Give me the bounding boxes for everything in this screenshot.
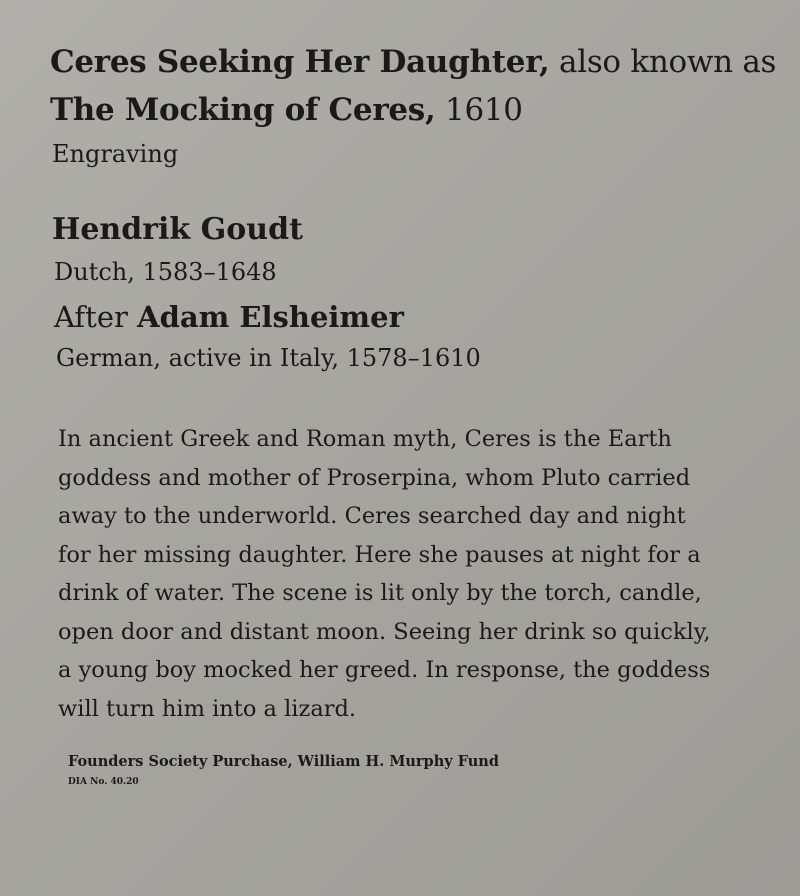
description-text (58, 420, 758, 728)
credit-line: Founders Society Purchase, William H. Murphy Fund (68, 753, 499, 770)
artwork-medium: Engraving (52, 140, 179, 168)
artwork-year: 1610 (445, 92, 523, 128)
description-line: a young boy mocked her greed. In response, the goddess (58, 657, 711, 683)
alt-title-line (50, 90, 523, 130)
accession-number: DIA No. 40.20 (68, 777, 139, 787)
description-line: In ancient Greek and Roman myth, Ceres is the Earth (58, 426, 672, 452)
alt-title: The Mocking of Ceres, (50, 92, 436, 128)
after-artist-nationality: German, active in Italy, 1578–1610 (56, 344, 481, 372)
description-line: will turn him into a lizard. (58, 695, 357, 722)
artwork-title: Ceres Seeking Her Daughter, (50, 44, 550, 80)
description-line: drink of water. The scene is lit only by the torch, candle, (58, 580, 702, 606)
artist-name: Hendrik Goudt (52, 212, 303, 247)
artwork-title-line (50, 42, 776, 82)
description-line: open door and distant moon. Seeing her drink so quickly, (58, 618, 711, 645)
aka-prefix: also known as (559, 44, 777, 80)
artist-nationality: Dutch, 1583–1648 (54, 258, 277, 286)
after-artist-name: Adam Elsheimer (137, 300, 404, 334)
description-line: for her missing daughter. Here she pauses at night for a (58, 541, 701, 568)
after-artist-line (54, 298, 404, 336)
after-prefix: After (54, 300, 128, 334)
description-line: goddess and mother of Proserpina, whom Pluto carried (58, 464, 691, 491)
description-line: away to the underworld. Ceres searched day and night (58, 503, 686, 529)
